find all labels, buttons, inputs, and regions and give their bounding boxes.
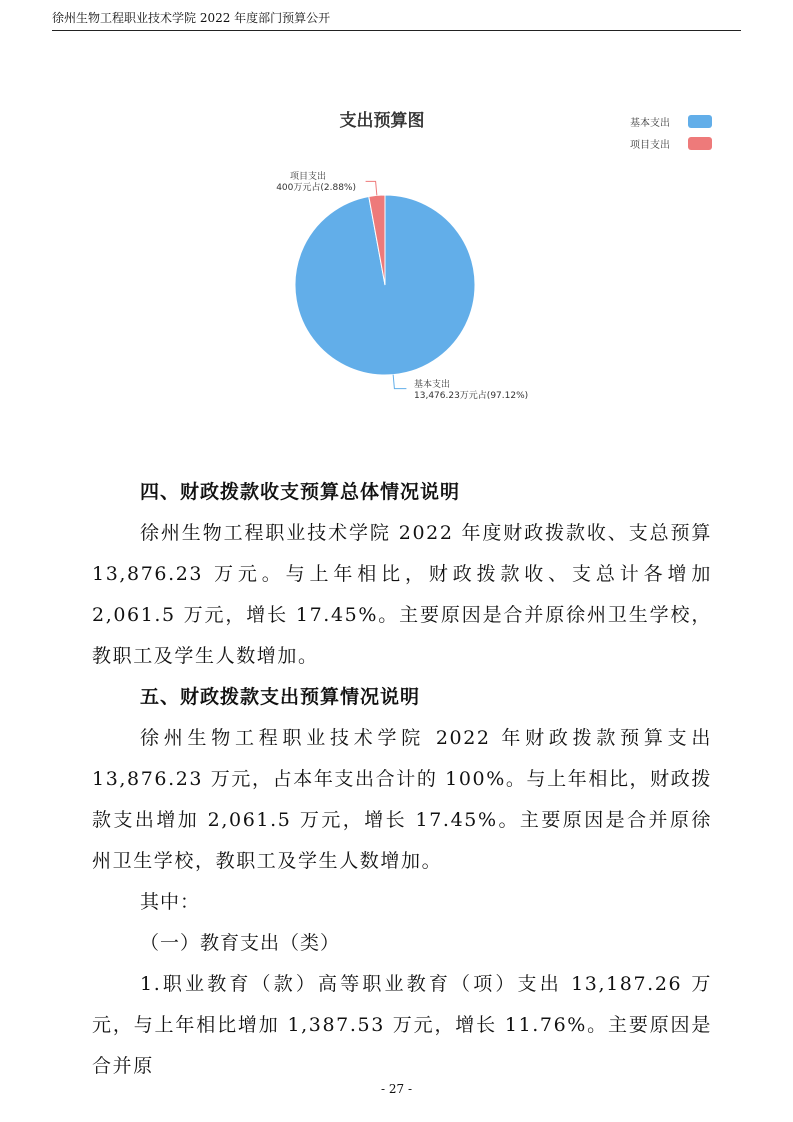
leader-line-project	[366, 181, 377, 195]
legend-label: 基本支出	[630, 117, 670, 129]
leader-line-basic	[393, 375, 406, 389]
slice-label-basic-name: 基本支出	[414, 380, 451, 390]
pie-svg	[52, 90, 742, 420]
slice-label-project-value: 400万元占(2.88%)	[276, 183, 356, 193]
legend-label: 项目支出	[630, 139, 670, 151]
subsection-heading-1: （一）教育支出（类）	[140, 932, 341, 954]
section-paragraph-4: 徐州生物工程职业技术学院 2022 年度财政拨款收、支总预算 13,876.23 万元。与上年相比，财政拨款收、支总计各增加 2,061.5 万元，增长 17.45%。主要原因是合并原徐州卫生学校，教职工及学生人数增加。	[92, 522, 712, 667]
section-heading-5: 五、财政拨款支出预算情况说明	[140, 686, 421, 708]
item-paragraph-1: 1.职业教育（款）高等职业教育（项）支出 13,187.26 万元，与上年相比增加 1,387.53 万元，增长 11.76%。主要原因是合并原	[92, 973, 712, 1077]
section-heading-4: 四、财政拨款收支预算总体情况说明	[140, 481, 461, 503]
page-header	[52, 6, 741, 31]
among-label: 其中：	[140, 891, 201, 913]
section-paragraph-5: 徐州生物工程职业技术学院 2022 年财政拨款预算支出 13,876.23 万元，占本年支出合计的 100%。与上年相比，财政拨款支出增加 2,061.5 万元，增长 17.45%。主要原因是合并原徐州卫生学校，教职工及学生人数增加。	[92, 727, 712, 872]
page-number: - 27 -	[380, 1082, 412, 1096]
chart-title: 支出预算图	[339, 111, 425, 131]
header-title: 徐州生物工程职业技术学院 2022 年度部门预算公开	[52, 11, 331, 25]
expenditure-pie-chart	[52, 90, 742, 420]
slice-label-basic-value: 13,476.23万元占(97.12%)	[414, 391, 529, 401]
slice-label-project-name: 项目支出	[289, 172, 326, 182]
document-body	[92, 472, 712, 1087]
